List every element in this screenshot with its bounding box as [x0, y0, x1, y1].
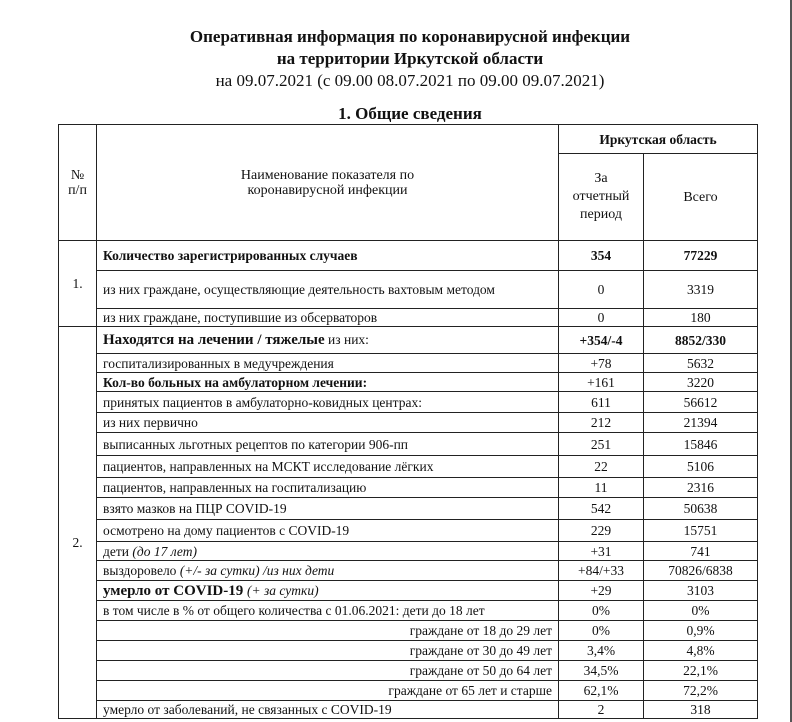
header-period: За отчетный период: [559, 154, 644, 241]
row-total: 4,8%: [644, 641, 758, 661]
section-1-number: 1.: [59, 241, 97, 327]
row-total: 21394: [644, 413, 758, 433]
row-total: 741: [644, 542, 758, 561]
title-line-1: Оперативная информация по коронавирусной инфекции: [189, 27, 631, 46]
table-row: [59, 241, 758, 271]
row-label: из них граждане, осуществляющие деятельность вахтовым методом: [97, 271, 559, 309]
table-row: [59, 392, 758, 413]
row-label: принятых пациентов в амбулаторно-ковидных центрах:: [97, 392, 559, 413]
row-period: 22: [559, 456, 644, 478]
row-total: 3220: [644, 373, 758, 392]
row-period: 354: [559, 241, 644, 271]
row-label: Находятся на лечении / тяжелые из них:: [97, 327, 559, 354]
table-row: [59, 327, 758, 354]
row-label: из них первично: [97, 413, 559, 433]
row-label: госпитализированных в медучреждения: [97, 354, 559, 373]
row-label: из них граждане, поступившие из обсерваторов: [97, 309, 559, 327]
row-total: 15751: [644, 520, 758, 542]
row-total: 70826/6838: [644, 561, 758, 581]
row-period: 3,4%: [559, 641, 644, 661]
row-total: 3319: [644, 271, 758, 309]
row-period: 0%: [559, 621, 644, 641]
row-total: 180: [644, 309, 758, 327]
row-label: взято мазков на ПЦР COVID-19: [97, 498, 559, 520]
date-line: на 09.07.2021 (с 09.00 08.07.2021 по 09.00 09.07.2021): [215, 71, 605, 90]
table-row: [59, 641, 758, 661]
row-period: 0: [559, 271, 644, 309]
row-total: 2316: [644, 478, 758, 498]
row-period: +31: [559, 542, 644, 561]
row-total: 8852/330: [644, 327, 758, 354]
row-label: граждане от 65 лет и старше: [97, 681, 559, 701]
section-title: 1. Общие сведения: [338, 104, 482, 123]
table-row: [59, 354, 758, 373]
report-table: [58, 124, 758, 719]
row-label: пациентов, направленных на госпитализацию: [97, 478, 559, 498]
row-period: 611: [559, 392, 644, 413]
row-label: умерло от заболеваний, не связанных с COVID-19: [97, 701, 559, 719]
row-period: +354/-4: [559, 327, 644, 354]
row-period: +161: [559, 373, 644, 392]
row-period: 212: [559, 413, 644, 433]
row-period: +29: [559, 581, 644, 601]
row-period: 34,5%: [559, 661, 644, 681]
row-period: 2: [559, 701, 644, 719]
row-total: 77229: [644, 241, 758, 271]
table-row: [59, 271, 758, 309]
table-row: [59, 309, 758, 327]
table-row: [59, 701, 758, 719]
table-row: [59, 413, 758, 433]
row-label: в том числе в % от общего количества с 01.06.2021: дети до 18 лет: [97, 601, 559, 621]
row-total: 0%: [644, 601, 758, 621]
row-total: 3103: [644, 581, 758, 601]
table-row: [59, 542, 758, 561]
row-period: +84/+33: [559, 561, 644, 581]
row-total: 22,1%: [644, 661, 758, 681]
row-period: 229: [559, 520, 644, 542]
table-row: [59, 561, 758, 581]
row-period: 0: [559, 309, 644, 327]
table-row: [59, 520, 758, 542]
row-label: Кол-во больных на амбулаторном лечении:: [97, 373, 559, 392]
row-period: 542: [559, 498, 644, 520]
row-total: 0,9%: [644, 621, 758, 641]
row-period: 11: [559, 478, 644, 498]
row-total: 5632: [644, 354, 758, 373]
section-2-number: 2.: [59, 327, 97, 719]
table-row: [59, 621, 758, 641]
row-period: 251: [559, 433, 644, 456]
table-row: [59, 661, 758, 681]
title-line-2: на территории Иркутской области: [276, 49, 544, 68]
table-row: [59, 581, 758, 601]
row-total: 318: [644, 701, 758, 719]
row-label: Количество зарегистрированных случаев: [97, 241, 559, 271]
row-label: граждане от 30 до 49 лет: [97, 641, 559, 661]
row-label: пациентов, направленных на МСКТ исследование лёгких: [97, 456, 559, 478]
row-label: дети (до 17 лет): [97, 542, 559, 561]
row-total: 5106: [644, 456, 758, 478]
row-period: 0%: [559, 601, 644, 621]
row-label: осмотрено на дому пациентов с COVID-19: [97, 520, 559, 542]
row-label: граждане от 18 до 29 лет: [97, 621, 559, 641]
header-total: Всего: [644, 154, 758, 241]
row-label: умерло от COVID-19 (+ за сутки): [97, 581, 559, 601]
row-period: 62,1%: [559, 681, 644, 701]
table-row: [59, 373, 758, 392]
row-label: выписанных льготных рецептов по категории 906-пп: [97, 433, 559, 456]
row-period: +78: [559, 354, 644, 373]
header-no: № п/п: [59, 125, 97, 241]
header-region: Иркутская область: [559, 125, 758, 154]
row-total: 56612: [644, 392, 758, 413]
row-label: граждане от 50 до 64 лет: [97, 661, 559, 681]
table-row: [59, 681, 758, 701]
row-total: 72,2%: [644, 681, 758, 701]
document-header: [0, 26, 792, 92]
row-label: выздоровело (+/- за сутки) /из них дети: [97, 561, 559, 581]
table-row: [59, 601, 758, 621]
table-row: [59, 498, 758, 520]
header-name: Наименование показателя по коронавирусной инфекции: [97, 125, 559, 241]
table-row: [59, 478, 758, 498]
row-total: 50638: [644, 498, 758, 520]
table-row: [59, 456, 758, 478]
row-total: 15846: [644, 433, 758, 456]
table-row: [59, 433, 758, 456]
